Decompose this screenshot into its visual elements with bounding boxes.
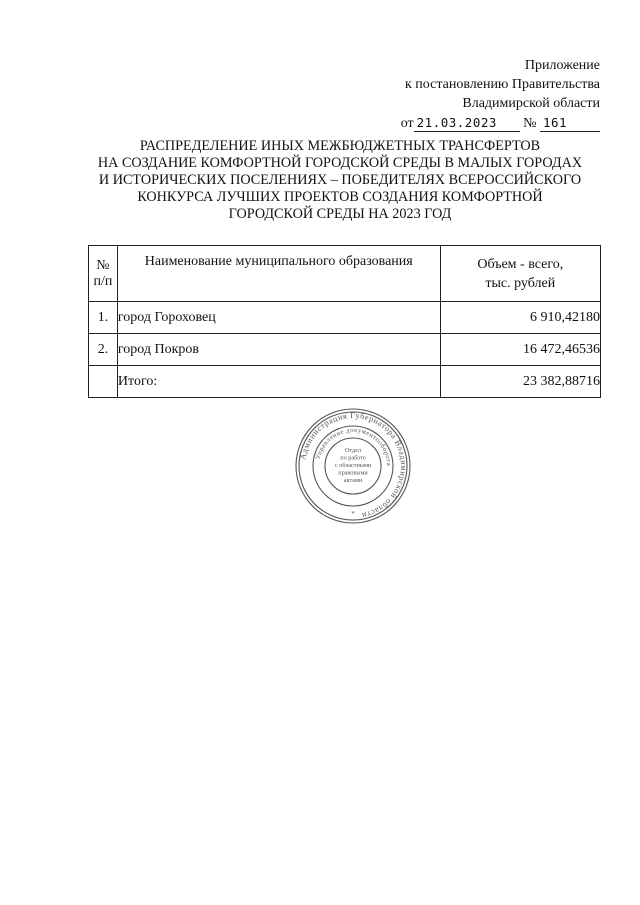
total-number [89,366,118,398]
document-title [70,138,610,223]
stamp-star-icon: * [351,510,355,518]
row-volume: 16 472,46536 [440,334,600,366]
stamp-outer-text: Администрация Губернатора Владимирской области [298,410,409,521]
stamp-center-line: по работе [340,454,366,462]
header-name: Наименование муниципального образования [117,246,440,302]
appendix-decree-ref: к постановлению Правительства [404,77,600,92]
number-prefix: № [523,116,537,131]
table-header-row [89,246,601,302]
table-row [89,302,601,334]
row-number: 1. [89,302,118,334]
table-total-row [89,366,601,398]
row-volume: 6 910,42180 [440,302,600,334]
appendix-date-line [340,114,600,133]
row-municipality: город Гороховец [117,302,440,334]
date-prefix: от [400,116,414,131]
appendix-block [340,56,600,133]
decree-date: 21.03.2023 [414,115,520,132]
header-number [89,246,118,302]
title-line: НА СОЗДАНИЕ КОМФОРТНОЙ ГОРОДСКОЙ СРЕДЫ В МАЛЫХ ГОРОДАХ [97,155,583,171]
stamp-center-line: Отдел [344,447,362,454]
header-number-line1: № [96,257,110,273]
stamp-center-line: с областными [334,462,372,469]
stamp-center-line: актами [343,477,363,484]
total-label: Итого: [117,366,440,398]
stamp-inner-ring-text: Управление документооборота [314,426,393,467]
header-number-line2: п/п [93,273,113,289]
official-stamp [293,406,413,526]
title-line: КОНКУРСА ЛУЧШИХ ПРОЕКТОВ СОЗДАНИЯ КОМФОРТНОЙ [137,189,543,205]
table-row [89,334,601,366]
decree-number: 161 [540,115,600,132]
header-volume [440,246,600,302]
title-line: И ИСТОРИЧЕСКИХ ПОСЕЛЕНИЯХ – ПОБЕДИТЕЛЯХ ВСЕРОССИЙСКОГО [98,172,582,188]
row-municipality: город Покров [117,334,440,366]
header-volume-line2: тыс. рублей [485,275,556,291]
distribution-table [88,245,601,398]
title-line: ГОРОДСКОЙ СРЕДЫ НА 2023 ГОД [228,206,452,222]
header-volume-line1: Объем - всего, [477,256,564,272]
appendix-label: Приложение [524,58,600,73]
title-line: РАСПРЕДЕЛЕНИЕ ИНЫХ МЕЖБЮДЖЕТНЫХ ТРАНСФЕРТОВ [139,138,541,154]
total-volume: 23 382,88716 [440,366,600,398]
appendix-region: Владимирской области [462,96,600,111]
stamp-center-line: правовыми [338,469,368,477]
row-number: 2. [89,334,118,366]
